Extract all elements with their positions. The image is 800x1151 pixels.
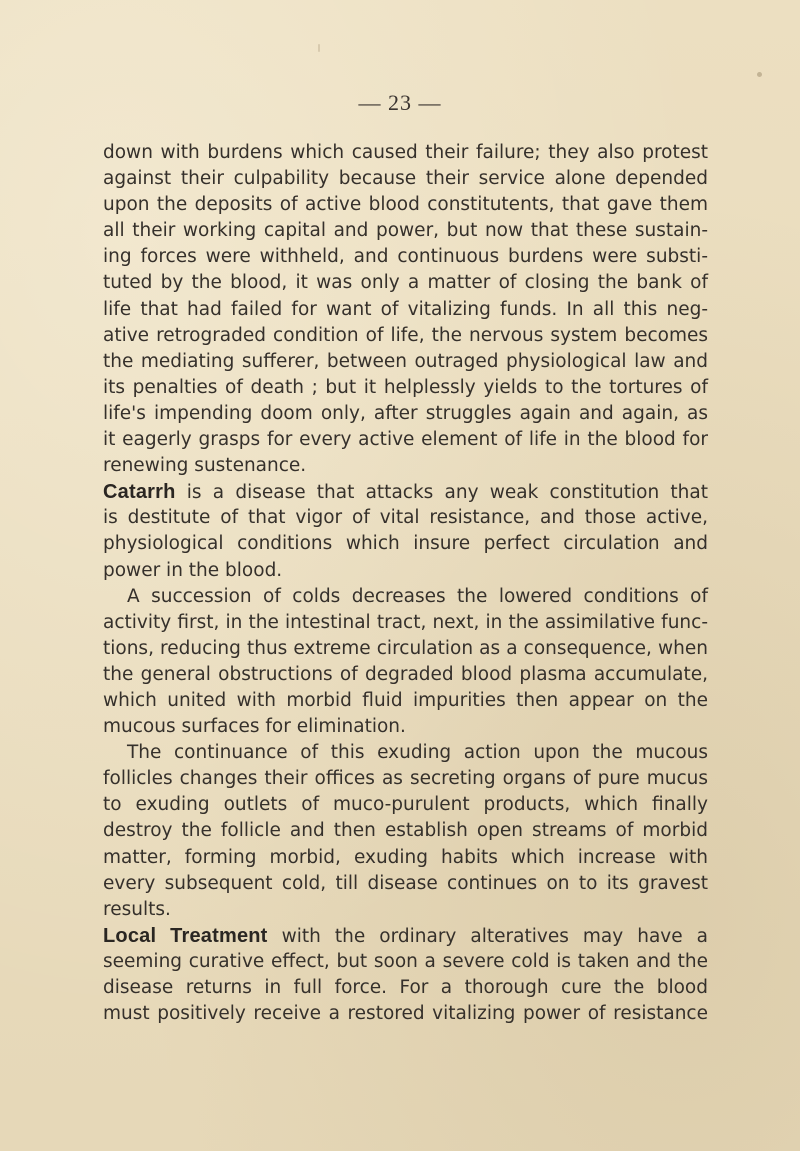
line-text: ative retrograded condition of life, the nervous system becomes <box>103 324 708 346</box>
line-text: down with burdens which caused their failure; they also protest <box>103 142 708 163</box>
text-line <box>103 636 708 662</box>
text-line <box>103 505 708 531</box>
line-text: must positively receive a restored vitalizing power of resistance <box>103 1003 708 1025</box>
text-line <box>103 323 708 349</box>
text-line <box>103 688 708 714</box>
paper-speck <box>318 44 320 52</box>
line-text: life's impending doom only, after struggles again and again, as <box>103 402 708 424</box>
text-line <box>103 531 708 557</box>
line-text: is a disease that attacks any weak constitution that <box>175 482 708 504</box>
line-text: seeming curative effect, but soon a severe cold is taken and the <box>103 950 708 972</box>
text-line <box>103 949 708 975</box>
line-text: upon the deposits of active blood constitutents, that gave them <box>103 194 708 216</box>
text-line <box>103 584 708 610</box>
paper-speck <box>757 72 762 77</box>
line-text: results. <box>103 898 171 920</box>
line-text: A succession of colds decreases the lowered conditions of <box>127 585 708 607</box>
line-text: physiological conditions which insure perfect circulation and <box>103 533 708 555</box>
run-in-heading: Local Treatment <box>103 924 268 947</box>
line-text: tuted by the blood, it was only a matter of closing the bank of <box>103 272 708 294</box>
line-text: power in the blood. <box>103 559 283 581</box>
body-text <box>103 140 708 1027</box>
line-text: all their working capital and power, but now that these sustain- <box>103 220 708 242</box>
run-in-heading: Catarrh <box>103 481 176 504</box>
text-line <box>103 740 708 766</box>
line-text: which united with morbid fluid impurities then appear on the <box>103 689 708 711</box>
text-line <box>103 923 708 949</box>
line-text: ing forces were withheld, and continuous burdens were substi- <box>103 246 708 268</box>
line-text: against their culpability because their service alone depended <box>103 168 708 190</box>
text-line <box>103 845 708 871</box>
text-line <box>103 218 708 244</box>
text-line <box>103 558 708 584</box>
line-text: it eagerly grasps for every active element of life in the blood for <box>103 429 708 451</box>
text-line <box>103 375 708 401</box>
text-line <box>103 349 708 375</box>
text-line <box>103 453 708 479</box>
line-text: mucous surfaces for elimination. <box>103 716 406 738</box>
line-text: destroy the follicle and then establish open streams of morbid <box>103 820 708 842</box>
text-line <box>103 897 708 923</box>
text-line <box>103 140 708 166</box>
line-text: disease returns in full force. For a thorough cure the blood <box>103 977 708 998</box>
line-text: its penalties of death ; but it helplessly yields to the tortures of <box>103 376 708 398</box>
line-text: is destitute of that vigor of vital resistance, and those active, <box>103 507 708 529</box>
text-line <box>103 427 708 453</box>
text-line <box>103 766 708 792</box>
line-text: tions, reducing thus extreme circulation as a consequence, when <box>103 637 708 659</box>
line-text: The continuance of this exuding action upon the mucous <box>127 742 708 764</box>
line-text: the general obstructions of degraded blood plasma accumulate, <box>103 663 708 685</box>
text-line <box>103 818 708 844</box>
line-text: follicles changes their offices as secreting organs of pure mucus <box>103 768 708 790</box>
line-text: matter, forming morbid, exuding habits which increase with <box>103 846 708 868</box>
line-text: renewing sustenance. <box>103 455 307 477</box>
text-line <box>103 270 708 296</box>
text-line <box>103 1001 708 1027</box>
line-text: life that had failed for want of vitalizing funds. In all this neg- <box>103 298 708 320</box>
text-line <box>103 662 708 688</box>
text-line <box>103 871 708 897</box>
text-line <box>103 610 708 636</box>
text-line <box>103 244 708 270</box>
text-line <box>103 792 708 818</box>
text-line <box>103 401 708 427</box>
line-text: with the ordinary alteratives may have a <box>267 925 708 947</box>
line-text: to exuding outlets of muco-purulent products, which finally <box>103 794 708 816</box>
text-line <box>103 166 708 192</box>
line-text: the mediating sufferer, between outraged physiological law and <box>103 350 708 372</box>
text-line <box>103 975 708 1001</box>
text-line <box>103 714 708 740</box>
line-text: activity first, in the intestinal tract, next, in the assimilative func- <box>103 611 708 633</box>
text-line <box>103 297 708 323</box>
page-number: — 23 — <box>358 90 442 115</box>
text-line <box>103 479 708 505</box>
text-line <box>103 192 708 218</box>
line-text: every subsequent cold, till disease continues on to its gravest <box>103 872 708 894</box>
